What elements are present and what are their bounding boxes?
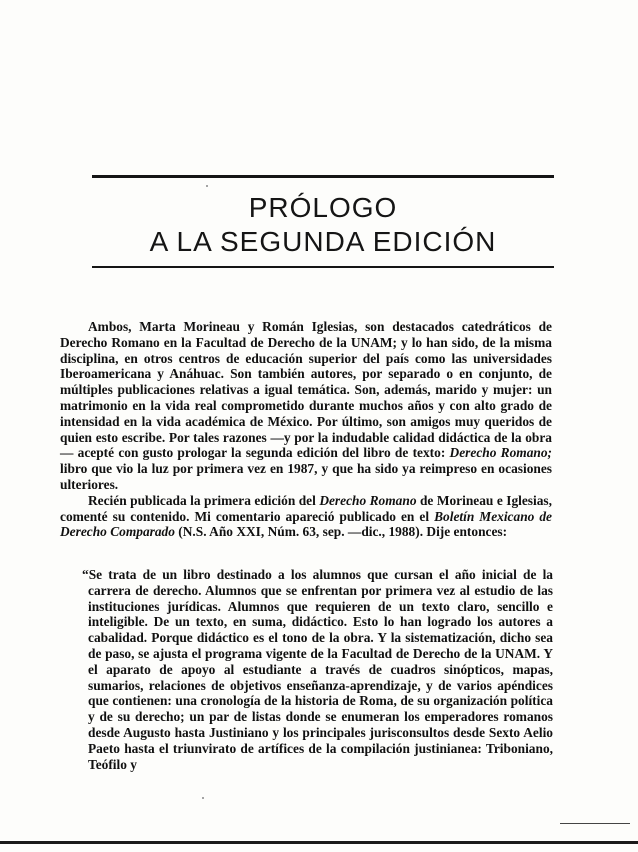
body-text <box>60 319 552 540</box>
paragraph-2 <box>60 493 552 540</box>
journal-title-ref: Boletín Mexicano de Derecho Comparado <box>60 508 552 540</box>
book-title-ref: Derecho Romano; <box>449 445 552 461</box>
scan-speck <box>202 797 204 799</box>
page-bottom-edge <box>0 841 638 844</box>
block-quote <box>82 567 553 772</box>
quote-text: “Se trata de un libro destinado a los alumnos que cursan el año inicial de la carrera de derecho. Alumnos que se enfrentan por primera vez al estudio de las instituciones jurídicas. Alumnos que requieren de un texto claro, sencillo e inteligible. De un texto, en suma, didáctico. Esto lo han logrado los autores a cabalidad. Porque didáctico es el tono de la obra. Y la sistematización, dicho sea de paso, se ajusta el programa vigente de la Facultad de Derecho de la UNAM. Y el aparato de apoyo al estudiante a través de cuadros sinópticos, mapas, sumarios, relaciones de objetivos enseñanza-aprendizaje, y de varios apéndices que contienen: una cronología de la historia de Roma, de su organización política y de su derecho; un par de listas donde se enumeran los emperadores romanos desde Augusto hasta Justiniano y los principales jurisconsultos desde Sexto Aelio Paeto hasta el triunvirato de artífices de la compilación justinianea: Triboniano, Teófilo y <box>82 567 553 772</box>
paragraph-2-text-a: Recién publicada la primera edición del <box>88 492 320 508</box>
scan-speck <box>206 185 208 187</box>
paragraph-2-text-b: de Morineau e Iglesias, comenté su contenido. Mi comentario apareció publicado en el <box>60 492 552 524</box>
footer-dash <box>560 823 630 824</box>
paragraph-1 <box>60 319 552 493</box>
paragraph-1-text: Ambos, Marta Morineau y Román Iglesias, son destacados catedráticos de Derecho Romano en la Facultad de Derecho de la UNAM; y lo han sido, de la misma disciplina, en otros centros de educación superior del país como las universidades Iberoamericana y Anáhuac. Son también autores, por separado o en conjunto, de múltiples publicaciones relativas a igual temática. Son, además, marido y mujer: un matrimonio en la vida real comprometido durante muchos años y con alto grado de intensidad en la vida académica de México. Por último, son amigos muy queridos de quien esto escribe. Por tales razones —y por la indudable calidad didáctica de la obra— acepté con gusto prologar la segunda edición del libro de texto: <box>60 319 552 461</box>
title-bottom-rule <box>92 266 554 268</box>
title-top-rule <box>92 175 554 178</box>
paragraph-2-text-c: (N.S. Año XXI, Núm. 63, sep. —dic., 1988). Dije entonces: <box>174 524 508 540</box>
chapter-title-line1: PRÓLOGO <box>248 192 398 223</box>
book-title-ref-2: Derecho Romano <box>319 492 417 508</box>
paragraph-1-text-after: libro que vio la luz por primera vez en 1987, y que ha sido ya reimpreso en ocasiones ulteriores. <box>60 461 552 492</box>
chapter-title-line2: A LA SEGUNDA EDICIÓN <box>149 226 497 257</box>
